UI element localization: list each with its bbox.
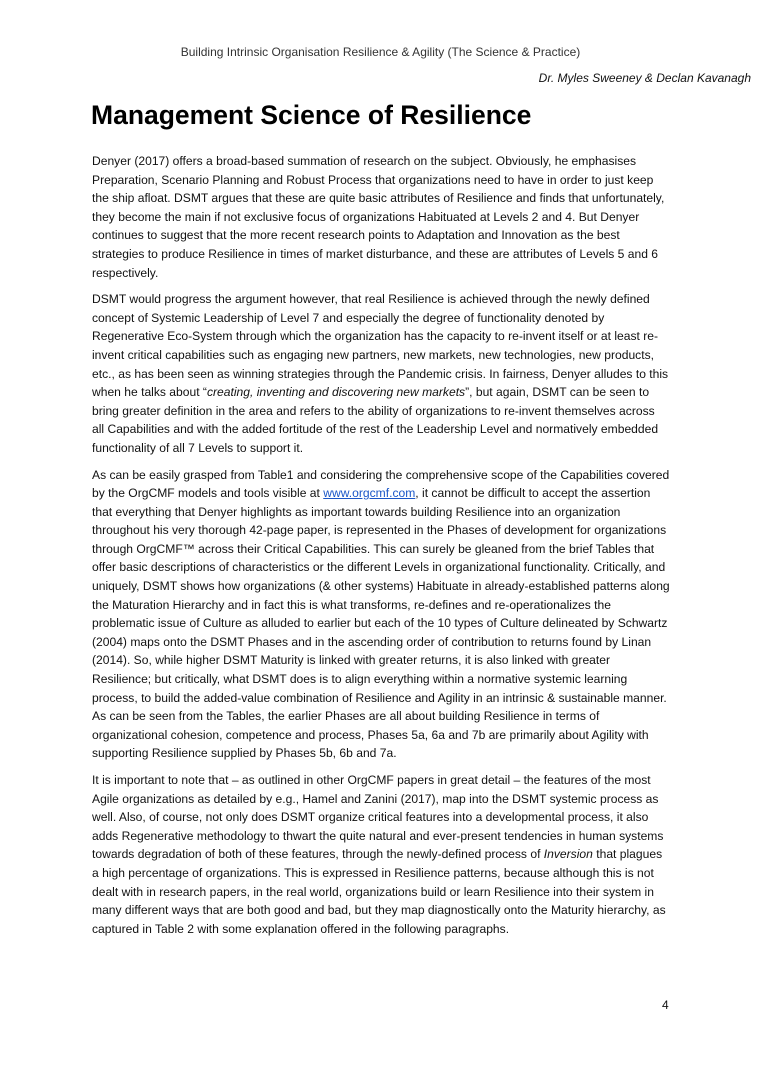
- paragraph-2-text-after: ”, but again, DSMT can be seen to bring greater definition in the area and refers to the ability of organizations to re-invent themselves across all Capabilities and with the added fortitude of the rest of the Leadership Level and normatively embedded functionality of all 7 Levels to support it.: [92, 385, 659, 455]
- paragraph-2-emphasis: creating, inventing and discovering new markets: [206, 385, 466, 400]
- page-number: 4: [662, 998, 669, 1012]
- paragraph-1: [92, 152, 670, 282]
- author-line: Dr. Myles Sweeney & Declan Kavanagh: [538, 71, 751, 85]
- paragraph-2: [92, 290, 670, 457]
- body-text: [92, 152, 670, 946]
- paragraph-2-text-before: DSMT would progress the argument however, that real Resilience is achieved through the newly defined concept of Systemic Leadership of Level 7 and especially the degree of functionality denoted by Regenerative Eco-System through which the organization has the capacity to re-invent itself or at least re-invent critical capabilities such as engaging new partners, new markets, new technologies, new products, etc., as has been seen as winning strategies through the Pandemic crisis. In fairness, Denyer alludes to this when he talks about “: [92, 292, 669, 400]
- paragraph-3-text-before: As can be easily grasped from Table1 and considering the comprehensive scope of the Capabilities covered by the OrgCMF models and tools visible at: [92, 467, 670, 501]
- paragraph-4-text-after: that plagues a high percentage of organizations. This is expressed in Resilience patterns, because although this is not dealt with in research papers, in the real world, organizations build or learn Resilience into their system in many different ways that are both good and bad, but they map diagnostically onto the Maturity hierarchy, as captured in Table 2 with some explanation offered in the following paragraphs.: [92, 847, 666, 936]
- paragraph-1-text: Denyer (2017) offers a broad-based summation of research on the subject. Obviously, he emphasises Preparation, Scenario Planning and Robust Process that organizations need to have in order to just keep the ship afloat. DSMT argues that these are quite basic attributes of Resilience and finds that unfortunately, they become the main if not exclusive focus of organizations Habituated at Levels 2 and 4. But Denyer continues to suggest that the more recent research points to Adaptation and Innovation as the best strategies to produce Resilience in times of market disturbance, and these are attributes of Levels 5 and 6 respectively.: [92, 154, 665, 280]
- paragraph-4-text-before: It is important to note that – as outlined in other OrgCMF papers in great detail – the features of the most Agile organizations as detailed by e.g., Hamel and Zanini (2017), map into the DSMT systemic process as well. Also, of course, not only does DSMT organize critical features into a developmental process, it also adds Regenerative methodology to thwart the quite natural and ever-present tendencies in human systems towards degradation of both of these features, through the newly-defined process of: [92, 773, 664, 862]
- orgcmf-link[interactable]: www.orgcmf.com: [323, 486, 416, 501]
- paragraph-4-emphasis: Inversion: [543, 847, 593, 862]
- paragraph-4: [92, 771, 670, 938]
- paragraph-3: [92, 466, 670, 764]
- paragraph-3-text-after: , it cannot be difficult to accept the assertion that everything that Denyer highlights as important towards building Resilience into an organization throughout his very thorough 42-page paper, is represented in the Phases of development for organizations through OrgCMF™ across their Critical Capabilities. This can surely be gleaned from the brief Tables that offer basic descriptions of characteristics or the different Levels in organizational functionality. Critically, and uniquely, DSMT shows how organizations (& other systems) Habituate in already-established patterns along the Maturation Hierarchy and in fact this is what transforms, re-defines and re-operationalizes the problematic issue of Culture as alluded to earlier but each of the 10 types of Culture delineated by Schwartz (2004) maps onto the DSMT Phases and in the ascending order of contribution to returns found by Linan (2014). So, while higher DSMT Maturity is linked with greater returns, it is also linked with greater Resilience; but critically, what DSMT does is to align everything within a normative systemic learning process, to build the added-value combination of Resilience and Agility in an intrinsic & sustainable manner. As can be seen from the Tables, the earlier Phases are all about building Resilience in terms of organizational cohesion, competence and process, Phases 5a, 6a and 7b are primarily about Agility with supporting Resilience supplied by Phases 5b, 6b and 7a.: [92, 486, 670, 761]
- page-title: Management Science of Resilience: [91, 100, 532, 130]
- running-header: Building Intrinsic Organisation Resilience & Agility (The Science & Practice): [180, 45, 581, 59]
